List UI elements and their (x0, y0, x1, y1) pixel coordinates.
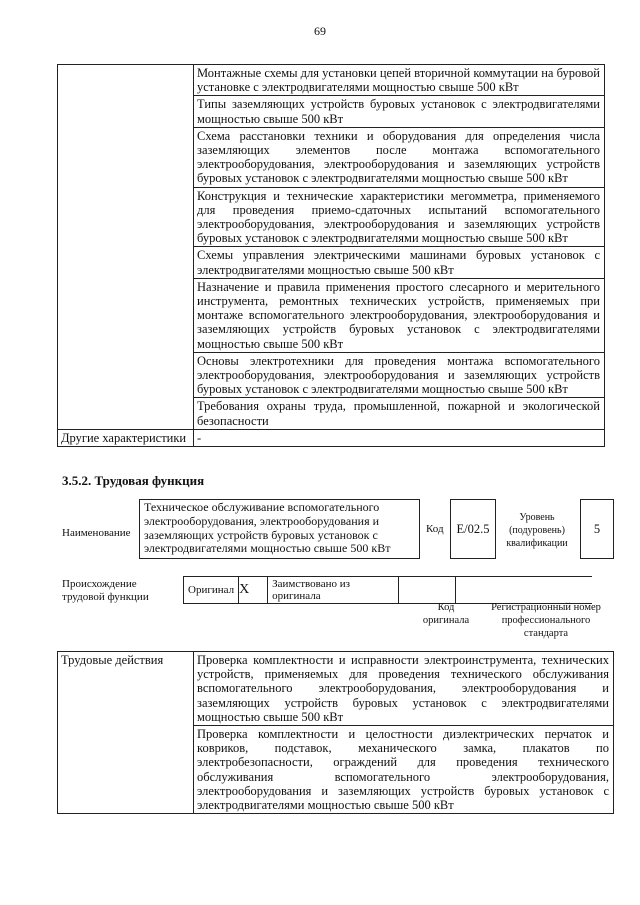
knowledge-item: Схемы управления электрическими машинами буровых установок с электродвигателями мощностью свыше 500 кВт (194, 247, 605, 278)
original-mark: X (239, 577, 268, 604)
function-code-box: E/02.5 (450, 499, 496, 559)
origin-label: Происхождение трудовой функции (62, 578, 149, 603)
code-original-caption: Код оригинала (422, 602, 470, 626)
level-value-box: 5 (580, 499, 614, 559)
labor-action-item: Проверка комплектности и целостности диэлектрических перчаток и ковриков, подставок, механического замка, плакатов по электробезопасности, ограждений для проведения технического обслуживания вспомогательного электрооборудования, электрооборудования и заземляющих устройств буровых установок с электродвигателями мощностью свыше 500 кВт (194, 726, 614, 814)
knowledge-item: Схема расстановки техники и оборудования для определения числа заземляющих элементов после монтажа вспомогательного электрооборудования, электрооборудования и заземляющих устройств буровых установок с электродвигателями мощностью свыше 500 кВт (194, 127, 605, 187)
labor-actions-label: Трудовые действия (58, 652, 194, 814)
empty-label-cell (58, 65, 194, 430)
code-original-cell (399, 577, 456, 604)
page-number: 69 (314, 24, 326, 38)
origin-table (183, 576, 592, 604)
knowledge-item: Типы заземляющих устройств буровых установок с электродвигателями мощностью свыше 500 кВт (194, 96, 605, 127)
other-characteristics-value: - (194, 429, 605, 446)
knowledge-item: Конструкция и технические характеристики мегомметра, применяемого для проведения приемо-сдаточных испытаний вспомогательного электрооборудования, электрооборудования и заземляющих устройств буровых установок с электродвигателями мощностью свыше 500 кВт (194, 187, 605, 247)
level-label: Уровень (подуровень) квалификации (506, 512, 568, 549)
knowledge-item: Монтажные схемы для установки цепей вторичной коммутации на буровой установке с электродвигателями мощностью свыше 500 кВт (194, 65, 605, 96)
labor-actions-table (57, 651, 614, 814)
other-characteristics-label: Другие характеристики (58, 429, 194, 446)
knowledge-item: Назначение и правила применения простого слесарного и мерительного инструмента, ремонтных технических устройств, применяемых при монтаже вспомогательного электрооборудования, электрооборудования и заземляющих устройств буровых установок с электродвигателями мощностью свыше 500 кВт (194, 278, 605, 352)
function-name-box: Техническое обслуживание вспомогательного электрооборудования, электрооборудования и заземляющих устройств буровых установок с электродвигателями мощностью свыше 500 кВт (139, 499, 420, 559)
name-label: Наименование (62, 527, 131, 539)
knowledge-item: Требования охраны труда, промышленной, пожарной и экологической безопасности (194, 398, 605, 429)
section-title: 3.5.2. Трудовая функция (62, 473, 205, 488)
original-label: Оригинал (184, 577, 239, 604)
labor-action-item: Проверка комплектности и исправности электроинструмента, технических устройств, применяемых для проведения технического обслуживания вспомогательного электрооборудования, электрооборудования и заземляющих устройств буровых установок с электродвигателями мощностью свыше 500 кВт (194, 652, 614, 726)
knowledge-table (57, 64, 605, 447)
borrowed-label: Заимствовано из оригинала (268, 577, 399, 604)
code-label: Код (426, 523, 444, 535)
knowledge-item: Основы электротехники для проведения монтажа вспомогательного электрооборудования, электрооборудования и заземляющих устройств буровых установок с электродвигателями мощностью свыше 500 кВт (194, 352, 605, 398)
reg-number-cell (456, 577, 593, 604)
reg-number-caption: Регистрационный номер профессионального стандарта (491, 602, 601, 639)
